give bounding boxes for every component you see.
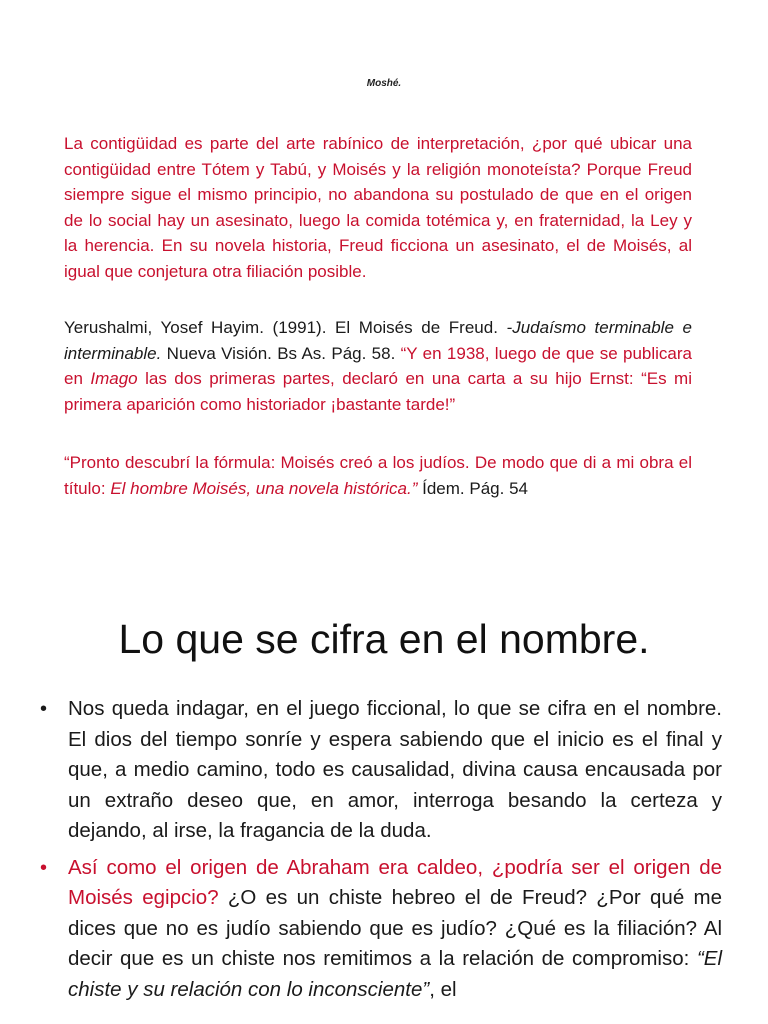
quote-end: las dos primeras partes, declaró en una carta a su hijo Ernst: “Es mi primera aparición como historiador ¡bastante tarde!”	[64, 369, 692, 414]
bullet-italic: “El chiste y su relación con lo inconsciente”	[68, 947, 722, 1001]
paragraph-formula	[64, 450, 692, 501]
header-label: Moshé.	[366, 78, 402, 89]
bullet-red-text: Así como el origen de Abraham era caldeo, ¿podría ser el origen de Moisés egipcio?	[68, 855, 722, 909]
bullet-tail: , el	[429, 977, 457, 1001]
slide-title: Lo que se cifra en el nombre.	[118, 616, 650, 662]
bullet-icon: •	[40, 698, 48, 720]
paragraph-contiguidad: La contigüidad es parte del arte rabínico de interpretación, ¿por qué ubicar una contigüidad entre Tótem y Tabú, y Moisés y la religión monoteísta? Porque Freud siempre sigue el mismo principio, no abandona su postulado de que en el origen de lo social hay un asesinato, luego la comida totémica y, en fraternidad, la Ley y la herencia. En su novela historia, Freud ficciona un asesinato, el de Moisés, al igual que conjetura otra filiación posible.	[64, 134, 692, 281]
bullet-icon: •	[40, 856, 48, 879]
bullet-list	[40, 694, 722, 1011]
formula-italic: El hombre Moisés, una novela histórica.”	[110, 478, 418, 498]
list-item	[40, 694, 722, 847]
quote-italic: Imago	[90, 369, 138, 388]
reference-italic: -Judaísmo terminable e interminable.	[64, 318, 692, 363]
paragraph-yerushalmi	[64, 315, 692, 417]
formula-text: “Pronto descubrí la fórmula: Moisés creó a los judíos. De modo que di a mi obra el título:	[64, 453, 692, 498]
reference-text-2: Nueva Visión. Bs As. Pág. 58.	[161, 343, 401, 363]
reference-text: Yerushalmi, Yosef Hayim. (1991). El Moisés de Freud.	[64, 318, 507, 337]
quote-start: “Y en 1938, luego de que se publicara en	[64, 343, 692, 388]
bullet-text: ¿O es un chiste hebreo el de Freud? ¿Por qué me dices que no es judío sabiendo que es judío? ¿Qué es la filiación? Al decir que es un chiste nos remitimos a la relación de compromiso:	[68, 886, 722, 970]
formula-citation: Ídem. Pág. 54	[417, 478, 528, 498]
list-item	[40, 853, 722, 1006]
bullet-text: Nos queda indagar, en el juego ficcional, lo que se cifra en el nombre. El dios del tiempo sonríe y espera sabiendo que el inicio es el final y que, a medio camino, todo es causalidad, divina causa encausada por un extraño deseo que, en amor, interroga besando la certeza y dejando, al irse, la fragancia de la duda.	[68, 697, 722, 842]
